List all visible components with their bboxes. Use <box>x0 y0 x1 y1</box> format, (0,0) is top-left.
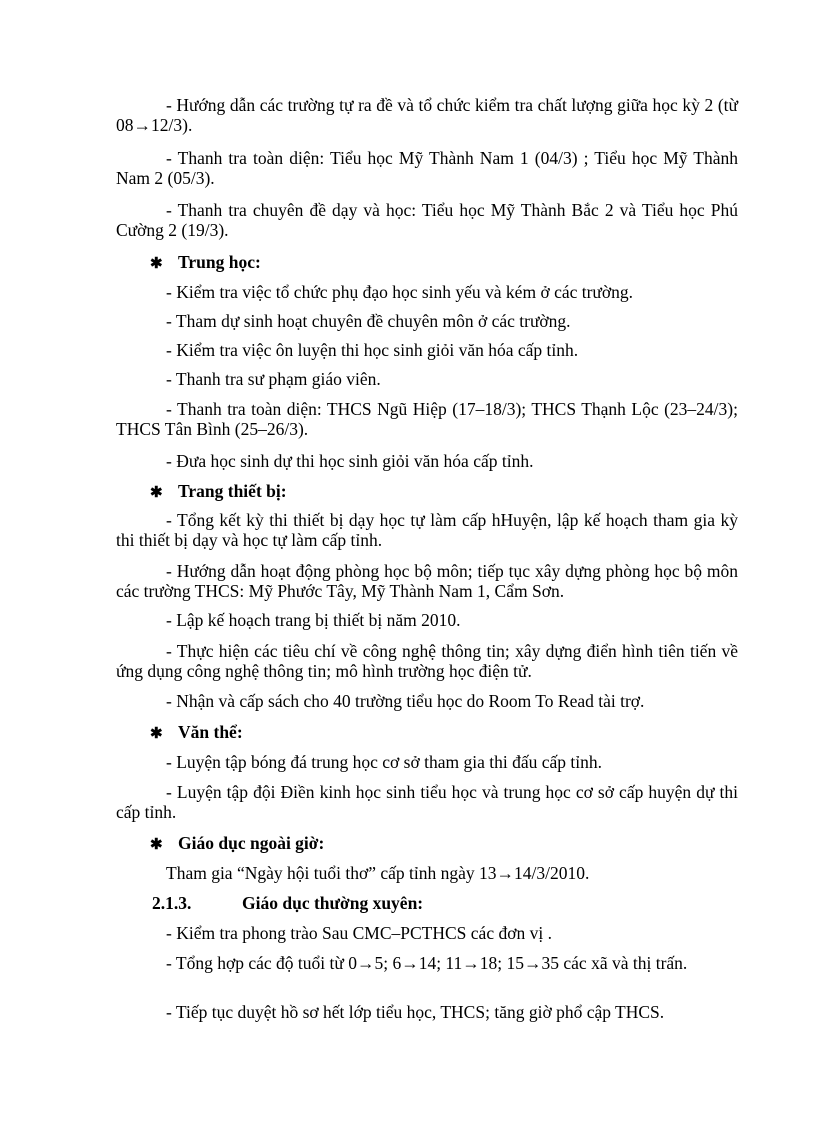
list-item: - Kiểm tra việc ôn luyện thi học sinh giỏi văn hóa cấp tỉnh. <box>166 340 579 360</box>
list-item: - Hướng dẫn các trường tự ra đề và tổ chức kiểm tra chất lượng giữa học kỳ 2 (từ 08→12/3). <box>116 95 738 135</box>
list-item: - Kiểm tra phong trào Sau CMC–PCTHCS các đơn vị . <box>166 923 552 943</box>
section-number: 2.1.3. <box>152 893 192 913</box>
section-heading: ✱ Văn thể: <box>150 722 243 742</box>
list-item: - Tổng hợp các độ tuổi từ 0→5; 6→14; 11→18; 15→35 các xã và thị trấn. <box>166 953 688 973</box>
section-heading: ✱ Trang thiết bị: <box>150 481 287 501</box>
section-title: Giáo dục thường xuyên: <box>242 893 424 913</box>
list-item: - Luyện tập đội Điền kinh học sinh tiểu học và trung học cơ sở cấp huyện dự thi cấp tỉnh. <box>116 782 738 822</box>
section-heading: ✱ Giáo dục ngoài giờ: <box>150 833 325 853</box>
star-bullet-icon: ✱ <box>150 726 163 742</box>
list-item: - Tham dự sinh hoạt chuyên đề chuyên môn ở các trường. <box>166 311 571 331</box>
plain-paragraph: Tham gia “Ngày hội tuổi thơ” cấp tỉnh ngày 13→14/3/2010. <box>166 863 590 883</box>
list-item: - Thanh tra sư phạm giáo viên. <box>166 369 381 389</box>
list-item: - Nhận và cấp sách cho 40 trường tiểu học do Room To Read tài trợ. <box>166 691 645 711</box>
star-bullet-icon: ✱ <box>150 837 163 853</box>
list-item: - Hướng dẫn hoạt động phòng học bộ môn; tiếp tục xây dựng phòng học bộ môn các trường THCS: Mỹ Phước Tây, Mỹ Thành Nam 1, Cẩm Sơn. <box>116 561 738 601</box>
list-item: - Đưa học sinh dự thi học sinh giỏi văn hóa cấp tỉnh. <box>166 451 534 471</box>
list-item: - Lập kế hoạch trang bị thiết bị năm 2010. <box>166 610 461 630</box>
list-item: - Luyện tập bóng đá trung học cơ sở tham gia thi đấu cấp tỉnh. <box>166 752 602 772</box>
list-item: - Thanh tra toàn diện: Tiểu học Mỹ Thành Nam 1 (04/3) ; Tiểu học Mỹ Thành Nam 2 (05/3). <box>116 148 738 188</box>
star-bullet-icon: ✱ <box>150 256 163 272</box>
section-heading: ✱ Trung học: <box>150 252 261 272</box>
star-bullet-icon: ✱ <box>150 485 163 501</box>
list-item: - Thanh tra toàn diện: THCS Ngũ Hiệp (17–18/3); THCS Thạnh Lộc (23–24/3); THCS Tân Bình (25–26/3). <box>116 399 738 439</box>
list-item: - Tổng kết kỳ thi thiết bị dạy học tự làm cấp hHuyện, lập kế hoạch tham gia kỳ thi thiết bị dạy và học tự làm cấp tỉnh. <box>116 510 738 550</box>
list-item: - Thực hiện các tiêu chí về công nghệ thông tin; xây dựng điển hình tiên tiến về ứng dụng công nghệ thông tin; mô hình trường học điện tử. <box>116 641 738 681</box>
subsection-heading <box>152 893 423 913</box>
list-item: - Thanh tra chuyên đề dạy và học: Tiểu học Mỹ Thành Bắc 2 và Tiểu học Phú Cường 2 (19/3). <box>116 200 738 240</box>
list-item: - Tiếp tục duyệt hồ sơ hết lớp tiểu học, THCS; tăng giờ phổ cập THCS. <box>166 1002 665 1022</box>
list-item: - Kiểm tra việc tổ chức phụ đạo học sinh yếu và kém ở các trường. <box>166 282 634 302</box>
